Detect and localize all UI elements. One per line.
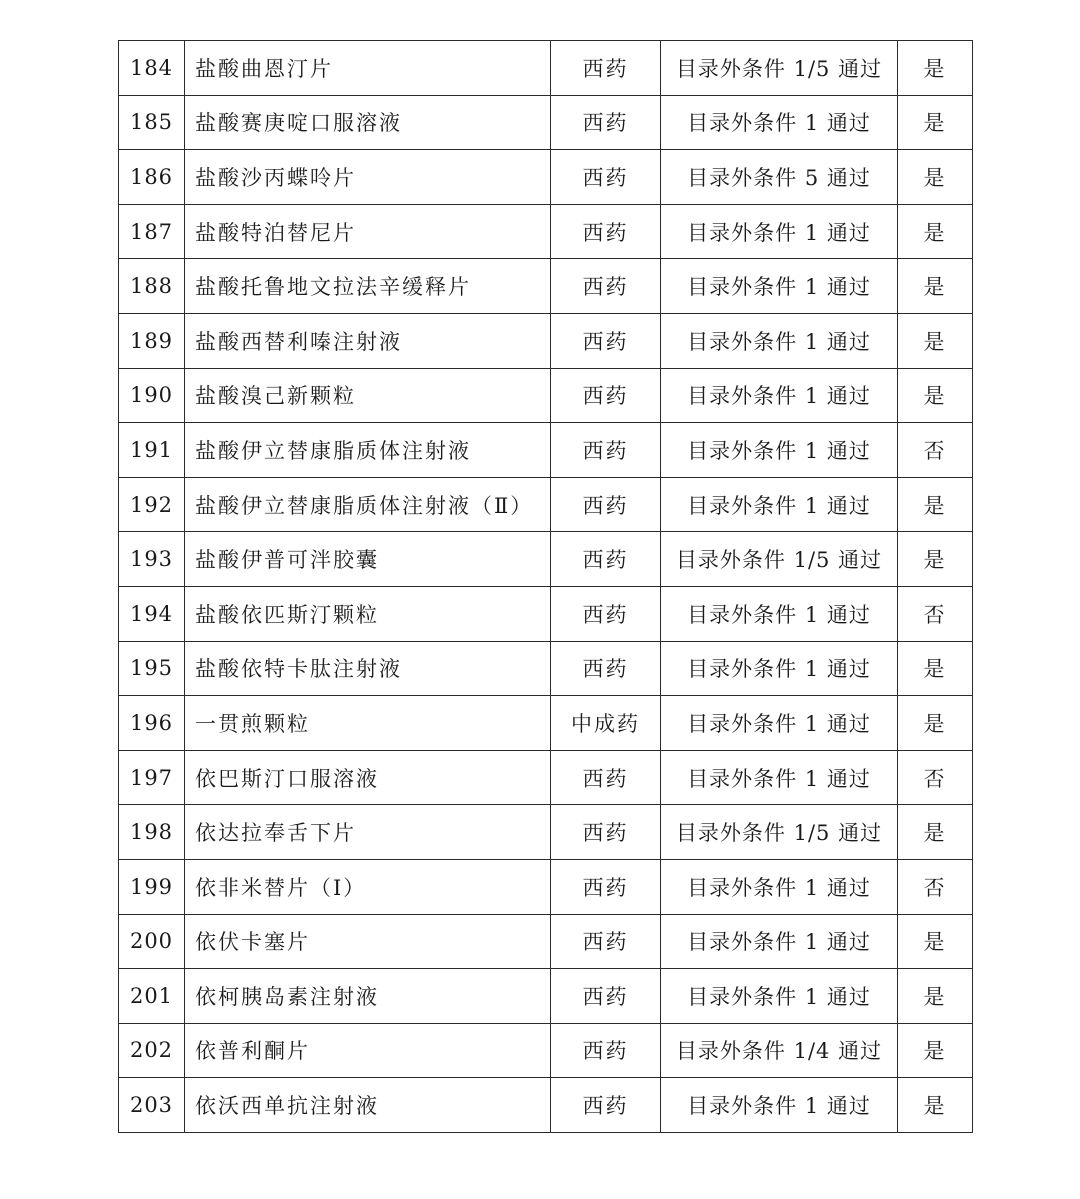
table-row (119, 750, 973, 805)
table-body (119, 41, 973, 1133)
yes-no-flag: 否 (898, 423, 973, 478)
approval-condition: 目录外条件 1 通过 (661, 750, 898, 805)
table-row (119, 41, 973, 96)
approval-condition: 目录外条件 1 通过 (661, 204, 898, 259)
drug-type: 西药 (551, 41, 661, 96)
yes-no-flag: 是 (898, 805, 973, 860)
row-number: 198 (119, 805, 185, 860)
approval-condition: 目录外条件 1 通过 (661, 859, 898, 914)
drug-type: 西药 (551, 859, 661, 914)
drug-type: 西药 (551, 586, 661, 641)
drug-name: 依柯胰岛素注射液 (185, 969, 551, 1024)
approval-condition: 目录外条件 1/5 通过 (661, 41, 898, 96)
drug-type: 西药 (551, 641, 661, 696)
row-number: 196 (119, 696, 185, 751)
approval-condition: 目录外条件 5 通过 (661, 150, 898, 205)
drug-name: 盐酸托鲁地文拉法辛缓释片 (185, 259, 551, 314)
approval-condition: 目录外条件 1 通过 (661, 914, 898, 969)
row-number: 203 (119, 1078, 185, 1133)
approval-condition: 目录外条件 1 通过 (661, 969, 898, 1024)
table-row (119, 423, 973, 478)
table-row (119, 368, 973, 423)
table-row (119, 914, 973, 969)
approval-condition: 目录外条件 1/5 通过 (661, 805, 898, 860)
yes-no-flag: 是 (898, 477, 973, 532)
yes-no-flag: 是 (898, 204, 973, 259)
row-number: 187 (119, 204, 185, 259)
drug-name: 依沃西单抗注射液 (185, 1078, 551, 1133)
row-number: 193 (119, 532, 185, 587)
drug-name: 盐酸赛庚啶口服溶液 (185, 95, 551, 150)
drug-type: 西药 (551, 259, 661, 314)
table-row (119, 313, 973, 368)
yes-no-flag: 否 (898, 586, 973, 641)
row-number: 191 (119, 423, 185, 478)
yes-no-flag: 否 (898, 859, 973, 914)
yes-no-flag: 是 (898, 313, 973, 368)
drug-type: 西药 (551, 204, 661, 259)
drug-type: 西药 (551, 532, 661, 587)
row-number: 195 (119, 641, 185, 696)
yes-no-flag: 是 (898, 696, 973, 751)
drug-name: 依巴斯汀口服溶液 (185, 750, 551, 805)
approval-condition: 目录外条件 1 通过 (661, 586, 898, 641)
drug-name: 盐酸依特卡肽注射液 (185, 641, 551, 696)
row-number: 201 (119, 969, 185, 1024)
yes-no-flag: 是 (898, 914, 973, 969)
table-row (119, 532, 973, 587)
drug-name: 依伏卡塞片 (185, 914, 551, 969)
table-row (119, 95, 973, 150)
approval-condition: 目录外条件 1/4 通过 (661, 1023, 898, 1078)
row-number: 194 (119, 586, 185, 641)
drug-type: 西药 (551, 95, 661, 150)
table-row (119, 586, 973, 641)
table-row (119, 150, 973, 205)
row-number: 200 (119, 914, 185, 969)
row-number: 199 (119, 859, 185, 914)
drug-name: 依普利酮片 (185, 1023, 551, 1078)
yes-no-flag: 否 (898, 750, 973, 805)
yes-no-flag: 是 (898, 41, 973, 96)
row-number: 192 (119, 477, 185, 532)
drug-name: 盐酸西替利嗪注射液 (185, 313, 551, 368)
drug-type: 西药 (551, 313, 661, 368)
drug-type: 西药 (551, 477, 661, 532)
drug-name: 盐酸伊立替康脂质体注射液（Ⅱ） (185, 477, 551, 532)
table-row (119, 969, 973, 1024)
yes-no-flag: 是 (898, 969, 973, 1024)
drug-name: 一贯煎颗粒 (185, 696, 551, 751)
approval-condition: 目录外条件 1 通过 (661, 423, 898, 478)
yes-no-flag: 是 (898, 1078, 973, 1133)
drug-type: 西药 (551, 150, 661, 205)
table-row (119, 1078, 973, 1133)
approval-condition: 目录外条件 1 通过 (661, 259, 898, 314)
table-row (119, 696, 973, 751)
yes-no-flag: 是 (898, 259, 973, 314)
drug-type: 西药 (551, 914, 661, 969)
drug-type: 西药 (551, 368, 661, 423)
drug-type: 西药 (551, 1078, 661, 1133)
approval-condition: 目录外条件 1 通过 (661, 313, 898, 368)
row-number: 197 (119, 750, 185, 805)
table-row (119, 1023, 973, 1078)
table-row (119, 859, 973, 914)
drug-type: 西药 (551, 1023, 661, 1078)
row-number: 188 (119, 259, 185, 314)
yes-no-flag: 是 (898, 641, 973, 696)
drug-type: 中成药 (551, 696, 661, 751)
drug-list-table (118, 40, 973, 1133)
drug-name: 盐酸伊普可泮胶囊 (185, 532, 551, 587)
drug-type: 西药 (551, 805, 661, 860)
row-number: 185 (119, 95, 185, 150)
drug-type: 西药 (551, 969, 661, 1024)
table-row (119, 641, 973, 696)
drug-name: 依非米替片（Ⅰ） (185, 859, 551, 914)
approval-condition: 目录外条件 1 通过 (661, 95, 898, 150)
approval-condition: 目录外条件 1 通过 (661, 696, 898, 751)
approval-condition: 目录外条件 1 通过 (661, 641, 898, 696)
drug-name: 盐酸曲恩汀片 (185, 41, 551, 96)
drug-type: 西药 (551, 423, 661, 478)
yes-no-flag: 是 (898, 1023, 973, 1078)
table-row (119, 805, 973, 860)
drug-name: 依达拉奉舌下片 (185, 805, 551, 860)
table-row (119, 477, 973, 532)
table-row (119, 204, 973, 259)
drug-name: 盐酸依匹斯汀颗粒 (185, 586, 551, 641)
yes-no-flag: 是 (898, 95, 973, 150)
yes-no-flag: 是 (898, 150, 973, 205)
drug-name: 盐酸溴己新颗粒 (185, 368, 551, 423)
approval-condition: 目录外条件 1/5 通过 (661, 532, 898, 587)
approval-condition: 目录外条件 1 通过 (661, 1078, 898, 1133)
table-row (119, 259, 973, 314)
drug-name: 盐酸伊立替康脂质体注射液 (185, 423, 551, 478)
drug-name: 盐酸特泊替尼片 (185, 204, 551, 259)
approval-condition: 目录外条件 1 通过 (661, 368, 898, 423)
row-number: 189 (119, 313, 185, 368)
row-number: 184 (119, 41, 185, 96)
row-number: 190 (119, 368, 185, 423)
yes-no-flag: 是 (898, 368, 973, 423)
row-number: 202 (119, 1023, 185, 1078)
yes-no-flag: 是 (898, 532, 973, 587)
row-number: 186 (119, 150, 185, 205)
approval-condition: 目录外条件 1 通过 (661, 477, 898, 532)
drug-type: 西药 (551, 750, 661, 805)
drug-name: 盐酸沙丙蝶呤片 (185, 150, 551, 205)
